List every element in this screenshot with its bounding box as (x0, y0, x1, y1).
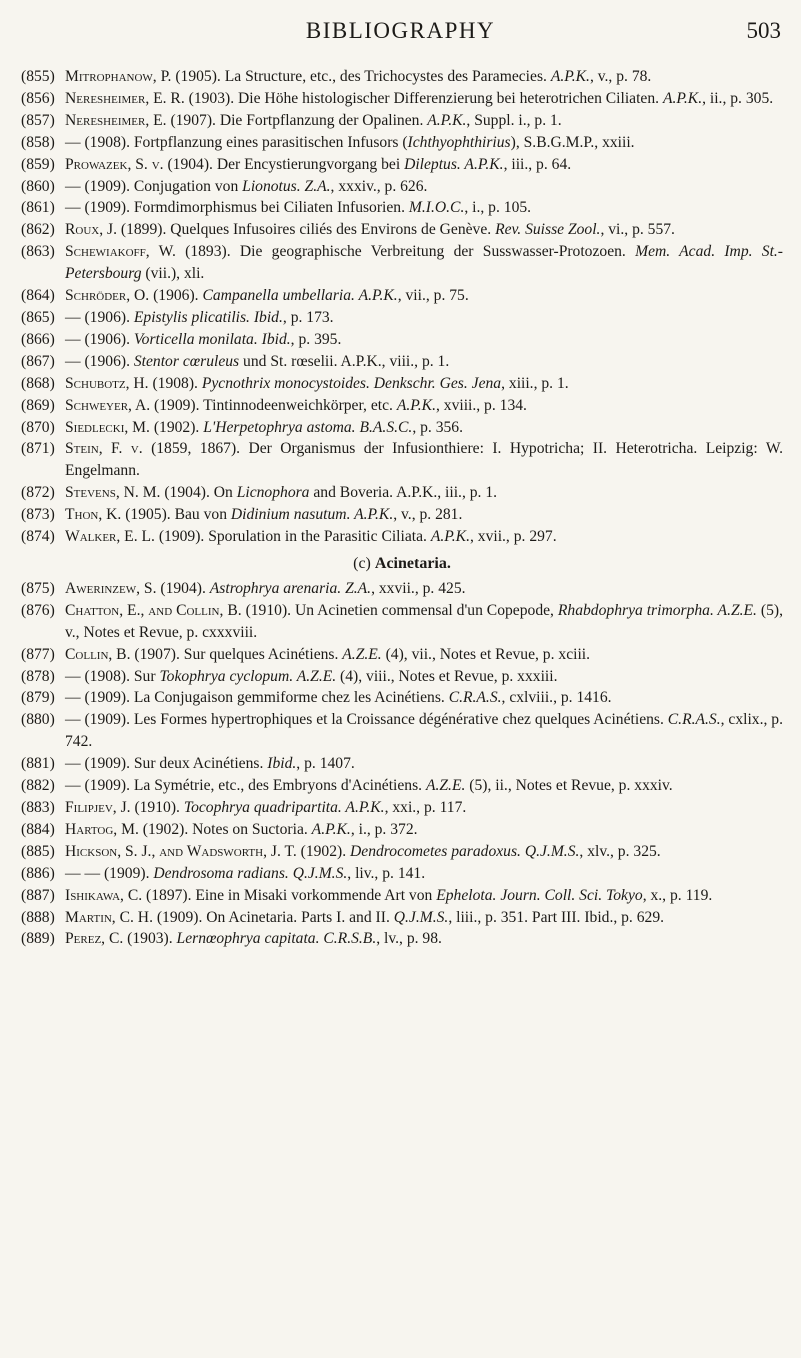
reference-number: (862) (21, 221, 55, 239)
reference-text: (1907). Die Fortpflanzung der Opalinen. (166, 111, 428, 129)
reference-text: (1909). Les Formes hypertrophiques et la Croissance dégénérative chez quelques Acinétiens. (80, 711, 668, 729)
reference-entry (21, 395, 783, 417)
reference-journal: Lernœophrya capitata. C.R.S.B. (176, 930, 377, 948)
section-name: Acinetaria. (374, 554, 451, 572)
reference-entry (21, 351, 783, 373)
reference-number: (884) (21, 820, 55, 838)
reference-entry (21, 753, 783, 775)
reference-text: (1909). Sporulation in the Parasitic Ciliata. (154, 528, 431, 546)
reference-author: — (65, 352, 81, 370)
reference-text: (1906). (149, 287, 203, 305)
section-label: (c) (353, 554, 375, 572)
reference-tail: (vii.), xli. (141, 265, 205, 283)
reference-author: Roux, J. (65, 221, 117, 239)
reference-text: (1909). Conjugation von (80, 177, 243, 195)
reference-author: Chatton, E., and Collin, B. (65, 601, 242, 619)
reference-number: (857) (21, 111, 55, 129)
reference-author: — (65, 777, 81, 795)
reference-number: (864) (21, 287, 55, 305)
reference-tail: , cxlix., p. 742. (65, 711, 783, 751)
reference-journal: A.P.K. (430, 528, 470, 546)
reference-author: — (65, 711, 81, 729)
reference-author: Awerinzew, S. (65, 579, 157, 597)
reference-tail: , liv., p. 141. (347, 864, 426, 882)
reference-author: — (65, 133, 81, 151)
reference-journal: Ibid. (267, 755, 297, 773)
reference-text: (1904). Der Encystierungvorgang bei (163, 155, 405, 173)
reference-author: — (65, 330, 81, 348)
running-title: BIBLIOGRAPHY (305, 18, 496, 43)
reference-number: (861) (21, 199, 55, 217)
reference-journal: Rev. Suisse Zool. (495, 221, 601, 239)
reference-tail: , xvii., p. 297. (469, 528, 557, 546)
reference-number: (878) (21, 667, 55, 685)
reference-number: (886) (21, 864, 55, 882)
reference-journal: Tokophrya cyclopum. A.Z.E. (159, 667, 337, 685)
reference-number: (887) (21, 886, 55, 904)
reference-journal: Licnophora (236, 484, 310, 502)
reference-text: (1909). Tintinnodeenweichkörper, etc. (150, 396, 397, 414)
reference-author: Hartog, M. (65, 820, 139, 838)
reference-tail: , cxlviii., p. 1416. (501, 689, 612, 707)
reference-number: (869) (21, 396, 55, 414)
reference-entry (21, 154, 783, 176)
reference-number: (885) (21, 842, 55, 860)
reference-journal: A.Z.E. (425, 777, 466, 795)
reference-journal: Ephelota. Journ. Coll. Sci. Tokyo (436, 886, 643, 904)
reference-tail: (4), vii., Notes et Revue, p. xciii. (381, 645, 591, 663)
reference-author: — (65, 177, 81, 195)
reference-tail: , xlv., p. 325. (579, 842, 661, 860)
reference-entry (21, 373, 783, 395)
reference-text: (1909). La Symétrie, etc., des Embryons d'Acinétiens. (80, 777, 426, 795)
reference-tail: , xxxiv., p. 626. (330, 177, 428, 195)
reference-number: (876) (21, 601, 55, 619)
reference-journal: Tocophrya quadripartita. A.P.K. (183, 799, 385, 816)
reference-tail: , p. 395. (290, 330, 342, 348)
reference-journal: Epistylis plicatilis. Ibid. (133, 308, 283, 326)
reference-entry (21, 841, 783, 863)
reference-entry (21, 709, 783, 753)
reference-text: (1904). (156, 579, 210, 597)
reference-text: (1909). Formdimorphismus bei Ciliaten Infusorien. (80, 199, 409, 217)
reference-entry (21, 666, 783, 688)
reference-text: (1906). (80, 308, 134, 326)
reference-entry (21, 132, 783, 154)
reference-journal: Ichthyophthirius (407, 133, 511, 151)
reference-author: Ishikawa, C. (65, 886, 143, 904)
reference-text: (1902). (296, 842, 351, 860)
reference-journal: Rhabdophrya trimorpha. A.Z.E. (557, 601, 757, 619)
reference-author: — (65, 199, 81, 217)
reference-author: — (65, 667, 81, 685)
reference-journal: Vorticella monilata. Ibid. (133, 330, 291, 348)
section-heading (21, 552, 783, 575)
reference-tail: and Boveria. A.P.K., iii., p. 1. (309, 484, 498, 502)
reference-tail: und St. rœselii. A.P.K., viii., p. 1. (239, 352, 450, 370)
reference-journal: A.P.K. (427, 111, 467, 129)
reference-journal: Dendrosoma radians. Q.J.M.S. (153, 864, 348, 882)
reference-journal: Lionotus. Z.A. (242, 177, 331, 195)
reference-journal: C.R.A.S. (448, 689, 502, 707)
reference-journal: Campanella umbellaria. A.P.K. (202, 287, 398, 305)
reference-text: (1897). Eine in Misaki vorkommende Art von (142, 886, 437, 904)
reference-text: (1906). (80, 352, 134, 370)
reference-number: (874) (21, 528, 55, 546)
reference-entry (21, 504, 783, 526)
reference-entry (21, 797, 783, 819)
reference-entry (21, 307, 783, 329)
reference-entry (21, 526, 783, 548)
reference-author: — (65, 308, 81, 326)
reference-author: Walker, E. L. (65, 528, 155, 546)
reference-tail: , i., p. 105. (464, 199, 532, 217)
reference-text: (1909). On Acinetaria. Parts I. and II. (152, 908, 394, 926)
reference-number: (855) (21, 68, 55, 85)
reference-entry (21, 241, 783, 285)
reference-journal: C.R.A.S. (667, 711, 721, 729)
reference-author: Schweyer, A. (65, 396, 151, 414)
reference-tail: , p. 356. (412, 418, 463, 436)
reference-entry (21, 329, 783, 351)
reference-journal: Astrophrya arenaria. Z.A. (209, 579, 372, 597)
reference-journal: Stentor cœruleus (133, 352, 240, 370)
reference-entry (21, 928, 783, 950)
reference-number: (865) (21, 308, 55, 326)
reference-tail: , ii., p. 305. (702, 89, 774, 107)
reference-number: (863) (21, 243, 55, 261)
reference-entry (21, 176, 783, 198)
reference-author: Stevens, N. M. (65, 484, 161, 502)
reference-text: (1909). (100, 864, 154, 882)
reference-tail: ), S.B.G.M.P., xxiii. (510, 133, 635, 151)
reference-journal: A.P.K. (550, 68, 590, 85)
reference-entry (21, 775, 783, 797)
reference-journal: Dileptus. A.P.K. (404, 155, 504, 173)
reference-tail: , xxi., p. 117. (384, 799, 467, 816)
reference-journal: A.P.K. (396, 396, 436, 414)
reference-entry (21, 644, 783, 666)
reference-tail: , iii., p. 64. (503, 155, 572, 173)
reference-journal: Didinium nasutum. A.P.K. (230, 506, 394, 524)
reference-journal: A.P.K. (311, 820, 351, 838)
reference-entry (21, 219, 783, 241)
reference-entry (21, 907, 783, 929)
reference-number: (879) (21, 689, 55, 707)
reference-number: (868) (21, 374, 55, 392)
reference-text: (1902). Notes on Suctoria. (138, 820, 312, 838)
reference-text: (1893). Die geographische Verbreitung der Susswasser-Protozoen. (175, 243, 636, 261)
reference-number: (877) (21, 645, 55, 663)
reference-number: (888) (21, 908, 55, 926)
page-header (0, 16, 801, 56)
reference-journal: Dendrocometes paradoxus. Q.J.M.S. (350, 842, 580, 860)
page-number: 503 (746, 18, 781, 43)
reference-journal: Pycnothrix monocystoides. Denkschr. Ges. Jena (201, 374, 502, 392)
reference-number: (880) (21, 711, 55, 729)
reference-author: — (65, 755, 81, 773)
reference-text: (1909). Sur deux Acinétiens. (80, 755, 268, 773)
reference-text: (1907). Sur quelques Acinétiens. (130, 645, 343, 663)
reference-number: (860) (21, 177, 55, 195)
reference-author: Mitrophanow, P. (65, 68, 172, 85)
reference-entry (21, 687, 783, 709)
reference-entry (21, 885, 783, 907)
reference-tail: , v., p. 281. (393, 506, 463, 524)
reference-number: (872) (21, 484, 55, 502)
reference-author: Hickson, S. J., and Wadsworth, J. T. (65, 842, 297, 860)
reference-number: (871) (21, 440, 55, 458)
reference-author: Schewiakoff, W. (65, 243, 176, 261)
reference-text: (1905). Bau von (121, 506, 231, 524)
reference-journal: L'Herpetophrya astoma. B.A.S.C. (203, 418, 413, 436)
ciliata-references (21, 66, 783, 548)
reference-entry (21, 482, 783, 504)
reference-journal: A.Z.E. (342, 645, 382, 663)
reference-tail: , i., p. 372. (350, 820, 418, 838)
reference-author: Perez, C. (65, 930, 124, 948)
reference-tail: , lv., p. 98. (376, 930, 442, 948)
reference-entry (21, 417, 783, 439)
reference-entry (21, 438, 783, 482)
reference-author: Prowazek, S. v. (65, 155, 164, 173)
reference-entry (21, 66, 783, 88)
reference-tail: , liii., p. 351. Part III. Ibid., p. 629. (448, 908, 665, 926)
reference-author: Thon, K. (65, 506, 122, 524)
reference-tail: , x., p. 119. (642, 886, 713, 904)
reference-number: (856) (21, 89, 55, 107)
reference-tail: (5), v., Notes et Revue, p. cxxxviii. (65, 601, 783, 641)
reference-journal: Q.J.M.S. (393, 908, 449, 926)
reference-text: (1905). La Structure, etc., des Trichocystes des Paramecies. (171, 68, 551, 85)
reference-text: (1910). (130, 799, 184, 816)
reference-tail: , xiii., p. 1. (501, 374, 569, 392)
reference-number: (881) (21, 755, 55, 773)
reference-tail: , vii., p. 75. (397, 287, 469, 305)
reference-journal: M.I.O.C. (408, 199, 465, 217)
reference-number: (858) (21, 133, 55, 151)
reference-entry (21, 819, 783, 841)
reference-entry (21, 110, 783, 132)
reference-entry (21, 578, 783, 600)
reference-text: (1908). Sur (80, 667, 160, 685)
reference-text: (1910). Un Acinetien commensal d'un Copepode, (241, 601, 558, 619)
reference-author: Collin, B. (65, 645, 131, 663)
reference-number: (875) (21, 579, 55, 597)
acinetaria-references (21, 578, 783, 950)
reference-tail: , p. 173. (282, 308, 334, 326)
reference-author: — — (65, 864, 101, 882)
reference-author: — (65, 689, 81, 707)
bibliography-list (21, 66, 783, 950)
reference-tail: , p. 1407. (296, 755, 355, 773)
reference-tail: , Suppl. i., p. 1. (466, 111, 562, 129)
reference-number: (883) (21, 799, 55, 816)
reference-author: Schröder, O. (65, 287, 150, 305)
reference-entry (21, 88, 783, 110)
reference-entry (21, 285, 783, 307)
reference-number: (867) (21, 352, 55, 370)
reference-text: (1906). (80, 330, 134, 348)
reference-text: (1909). La Conjugaison gemmiforme chez les Acinétiens. (80, 689, 449, 707)
reference-number: (866) (21, 330, 55, 348)
reference-number: (889) (21, 930, 55, 948)
reference-text: (1908). Fortpflanzung eines parasitischen Infusors ( (80, 133, 408, 151)
reference-entry (21, 863, 783, 885)
reference-journal: Mem. Acad. Imp. St.-Petersbourg (65, 243, 784, 283)
reference-tail: , v., p. 78. (589, 68, 652, 85)
reference-journal: A.P.K. (662, 89, 703, 107)
reference-text: (1859, 1867). Der Organismus der Infusionthiere: I. Hypotricha; II. Heterotricha. Leipzig: W. Engelmann. (65, 440, 784, 480)
reference-text: (1904). On (160, 484, 237, 502)
reference-number: (882) (21, 777, 55, 795)
reference-author: Martin, C. H. (65, 908, 153, 926)
reference-text: (1903). (123, 930, 177, 948)
reference-author: Filipjev, J. (65, 799, 131, 816)
reference-text: (1908). (148, 374, 202, 392)
reference-entry (21, 197, 783, 219)
reference-tail: (4), viii., Notes et Revue, p. xxxiii. (336, 667, 558, 685)
reference-text: (1903). Die Höhe histologischer Differenzierung bei heterotrichen Ciliaten. (184, 89, 663, 107)
reference-entry (21, 600, 783, 644)
reference-author: Neresheimer, E. R. (65, 89, 185, 107)
reference-text: (1902). (149, 418, 204, 436)
reference-author: Neresheimer, E. (65, 111, 167, 129)
reference-author: Stein, F. v. (65, 440, 143, 458)
reference-text: (1899). Quelques Infusoires ciliés des Environs de Genève. (117, 221, 496, 239)
reference-author: Schubotz, H. (65, 374, 149, 392)
reference-number: (870) (21, 418, 55, 436)
reference-tail: , xxvii., p. 425. (371, 579, 466, 597)
reference-tail: , vi., p. 557. (600, 221, 675, 239)
reference-number: (873) (21, 506, 55, 524)
reference-tail: (5), ii., Notes et Revue, p. xxxiv. (465, 777, 673, 795)
reference-tail: , xviii., p. 134. (435, 396, 527, 414)
reference-author: Siedlecki, M. (65, 418, 150, 436)
reference-number: (859) (21, 155, 55, 173)
